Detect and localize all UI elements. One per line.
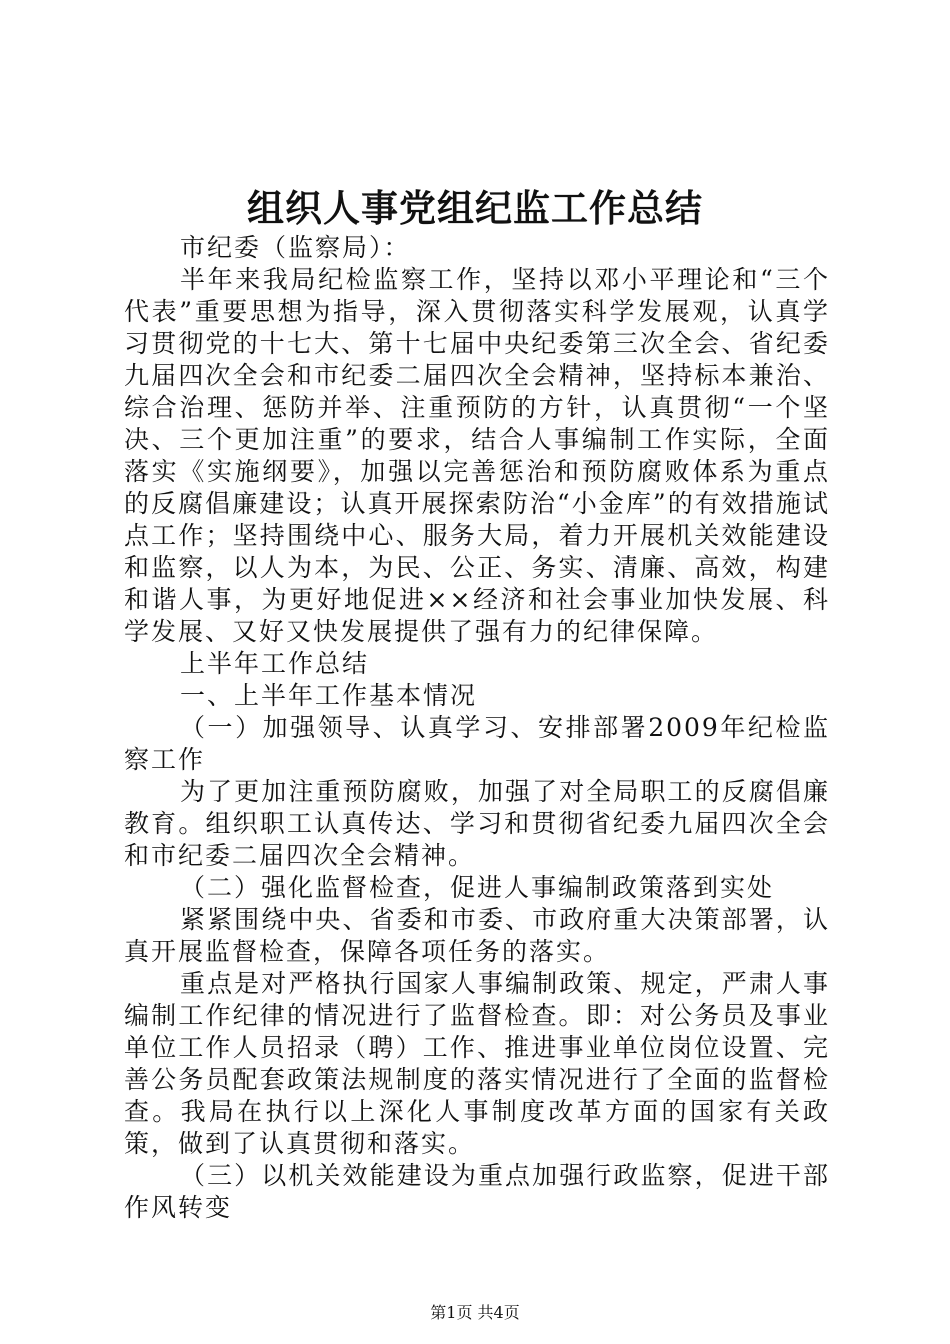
- subsection-heading: （二）强化监督检查，促进人事编制政策落到实处: [180, 873, 775, 902]
- body-paragraph: 重点是对严格执行国家人事编制政策、规定，严肃人事编制工作纪律的情况进行了监督检查。即：对公务员及事业单位工作人员招录（聘）工作、推进事业单位岗位设置、完善公务员配套政策法规制度的落实情况进行了全面的监督检查。我局在执行以上深化人事制度改革方面的国家有关政策，做到了认真贯彻和落实。: [124, 969, 830, 1158]
- page-number-footer: 第1页 共4页: [430, 1303, 520, 1322]
- section-heading: 上半年工作总结: [180, 649, 370, 678]
- salutation-paragraph: 市纪委（监察局）：: [180, 233, 411, 262]
- body-paragraph: 为了更加注重预防腐败，加强了对全局职工的反腐倡廉教育。组织职工认真传达、学习和贯彻省纪委九届四次全会和市纪委二届四次全会精神。: [124, 777, 830, 870]
- body-paragraph: 紧紧围绕中央、省委和市委、市政府重大决策部署，认真开展监督检查，保障各项任务的落实。: [124, 905, 830, 966]
- subsection-heading: （三）以机关效能建设为重点加强行政监察，促进干部作风转变: [124, 1161, 830, 1222]
- document-body: [124, 232, 830, 1224]
- document-title: 组织人事党组纪监工作总结: [247, 186, 703, 230]
- subsection-heading: （一）加强领导、认真学习、安排部署2009年纪检监察工作: [124, 713, 830, 774]
- intro-paragraph: 半年来我局纪检监察工作，坚持以邓小平理论和“三个代表”重要思想为指导，深入贯彻落实科学发展观，认真学习贯彻党的十七大、第十七届中央纪委第三次全会、省纪委九届四次全会和市纪委二届四次全会精神，坚持标本兼治、综合治理、惩防并举、注重预防的方针，认真贯彻“一个坚决、三个更加注重”的要求，结合人事编制工作实际，全面落实《实施纲要》，加强以完善惩治和预防腐败体系为重点的反腐倡廉建设；认真开展探索防治“小金库”的有效措施试点工作；坚持围绕中心、服务大局，着力开展机关效能建设和监察，以人为本，为民、公正、务实、清廉、高效，构建和谐人事，为更好地促进××经济和社会事业加快发展、科学发展、又好又快发展提供了强有力的纪律保障。: [124, 265, 830, 646]
- subsection-heading: 一、上半年工作基本情况: [180, 681, 478, 710]
